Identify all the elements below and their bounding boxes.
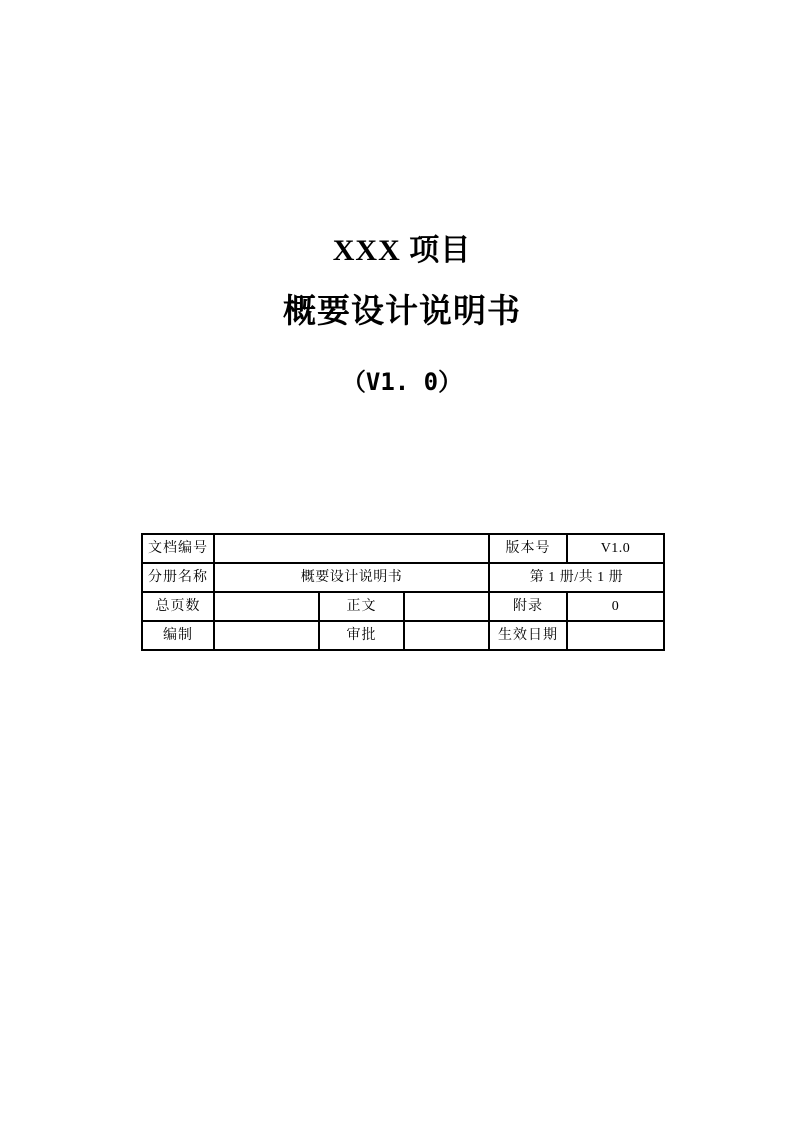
cell-body-value xyxy=(404,592,489,621)
cell-volume-name-label: 分册名称 xyxy=(142,563,214,592)
cell-appendix-value: 0 xyxy=(567,592,664,621)
cell-effective-date-value xyxy=(567,621,664,650)
cell-approval-label: 审批 xyxy=(319,621,404,650)
cell-total-pages-value xyxy=(214,592,319,621)
cell-appendix-label: 附录 xyxy=(489,592,567,621)
project-title: XXX 项目 xyxy=(332,234,472,267)
cell-approval-value xyxy=(404,621,489,650)
cell-doc-number-value xyxy=(214,534,489,563)
cell-effective-date-label: 生效日期 xyxy=(489,621,567,650)
cell-version-label: 版本号 xyxy=(489,534,567,563)
document-info-table xyxy=(141,533,665,651)
cell-volume-name-value: 概要设计说明书 xyxy=(214,563,489,592)
cell-prepared-by-label: 编制 xyxy=(142,621,214,650)
table-row-signatures xyxy=(142,621,664,650)
version-label: （V1. 0） xyxy=(341,368,463,396)
cell-total-pages-label: 总页数 xyxy=(142,592,214,621)
document-title: 概要设计说明书 xyxy=(283,294,521,330)
table-row-volume-name xyxy=(142,563,664,592)
cell-version-value: V1.0 xyxy=(567,534,664,563)
cell-body-label: 正文 xyxy=(319,592,404,621)
table-row-page-counts xyxy=(142,592,664,621)
cell-volume-count: 第 1 册/共 1 册 xyxy=(489,563,664,592)
cell-prepared-by-value xyxy=(214,621,319,650)
table-row-doc-number xyxy=(142,534,664,563)
cell-doc-number-label: 文档编号 xyxy=(142,534,214,563)
